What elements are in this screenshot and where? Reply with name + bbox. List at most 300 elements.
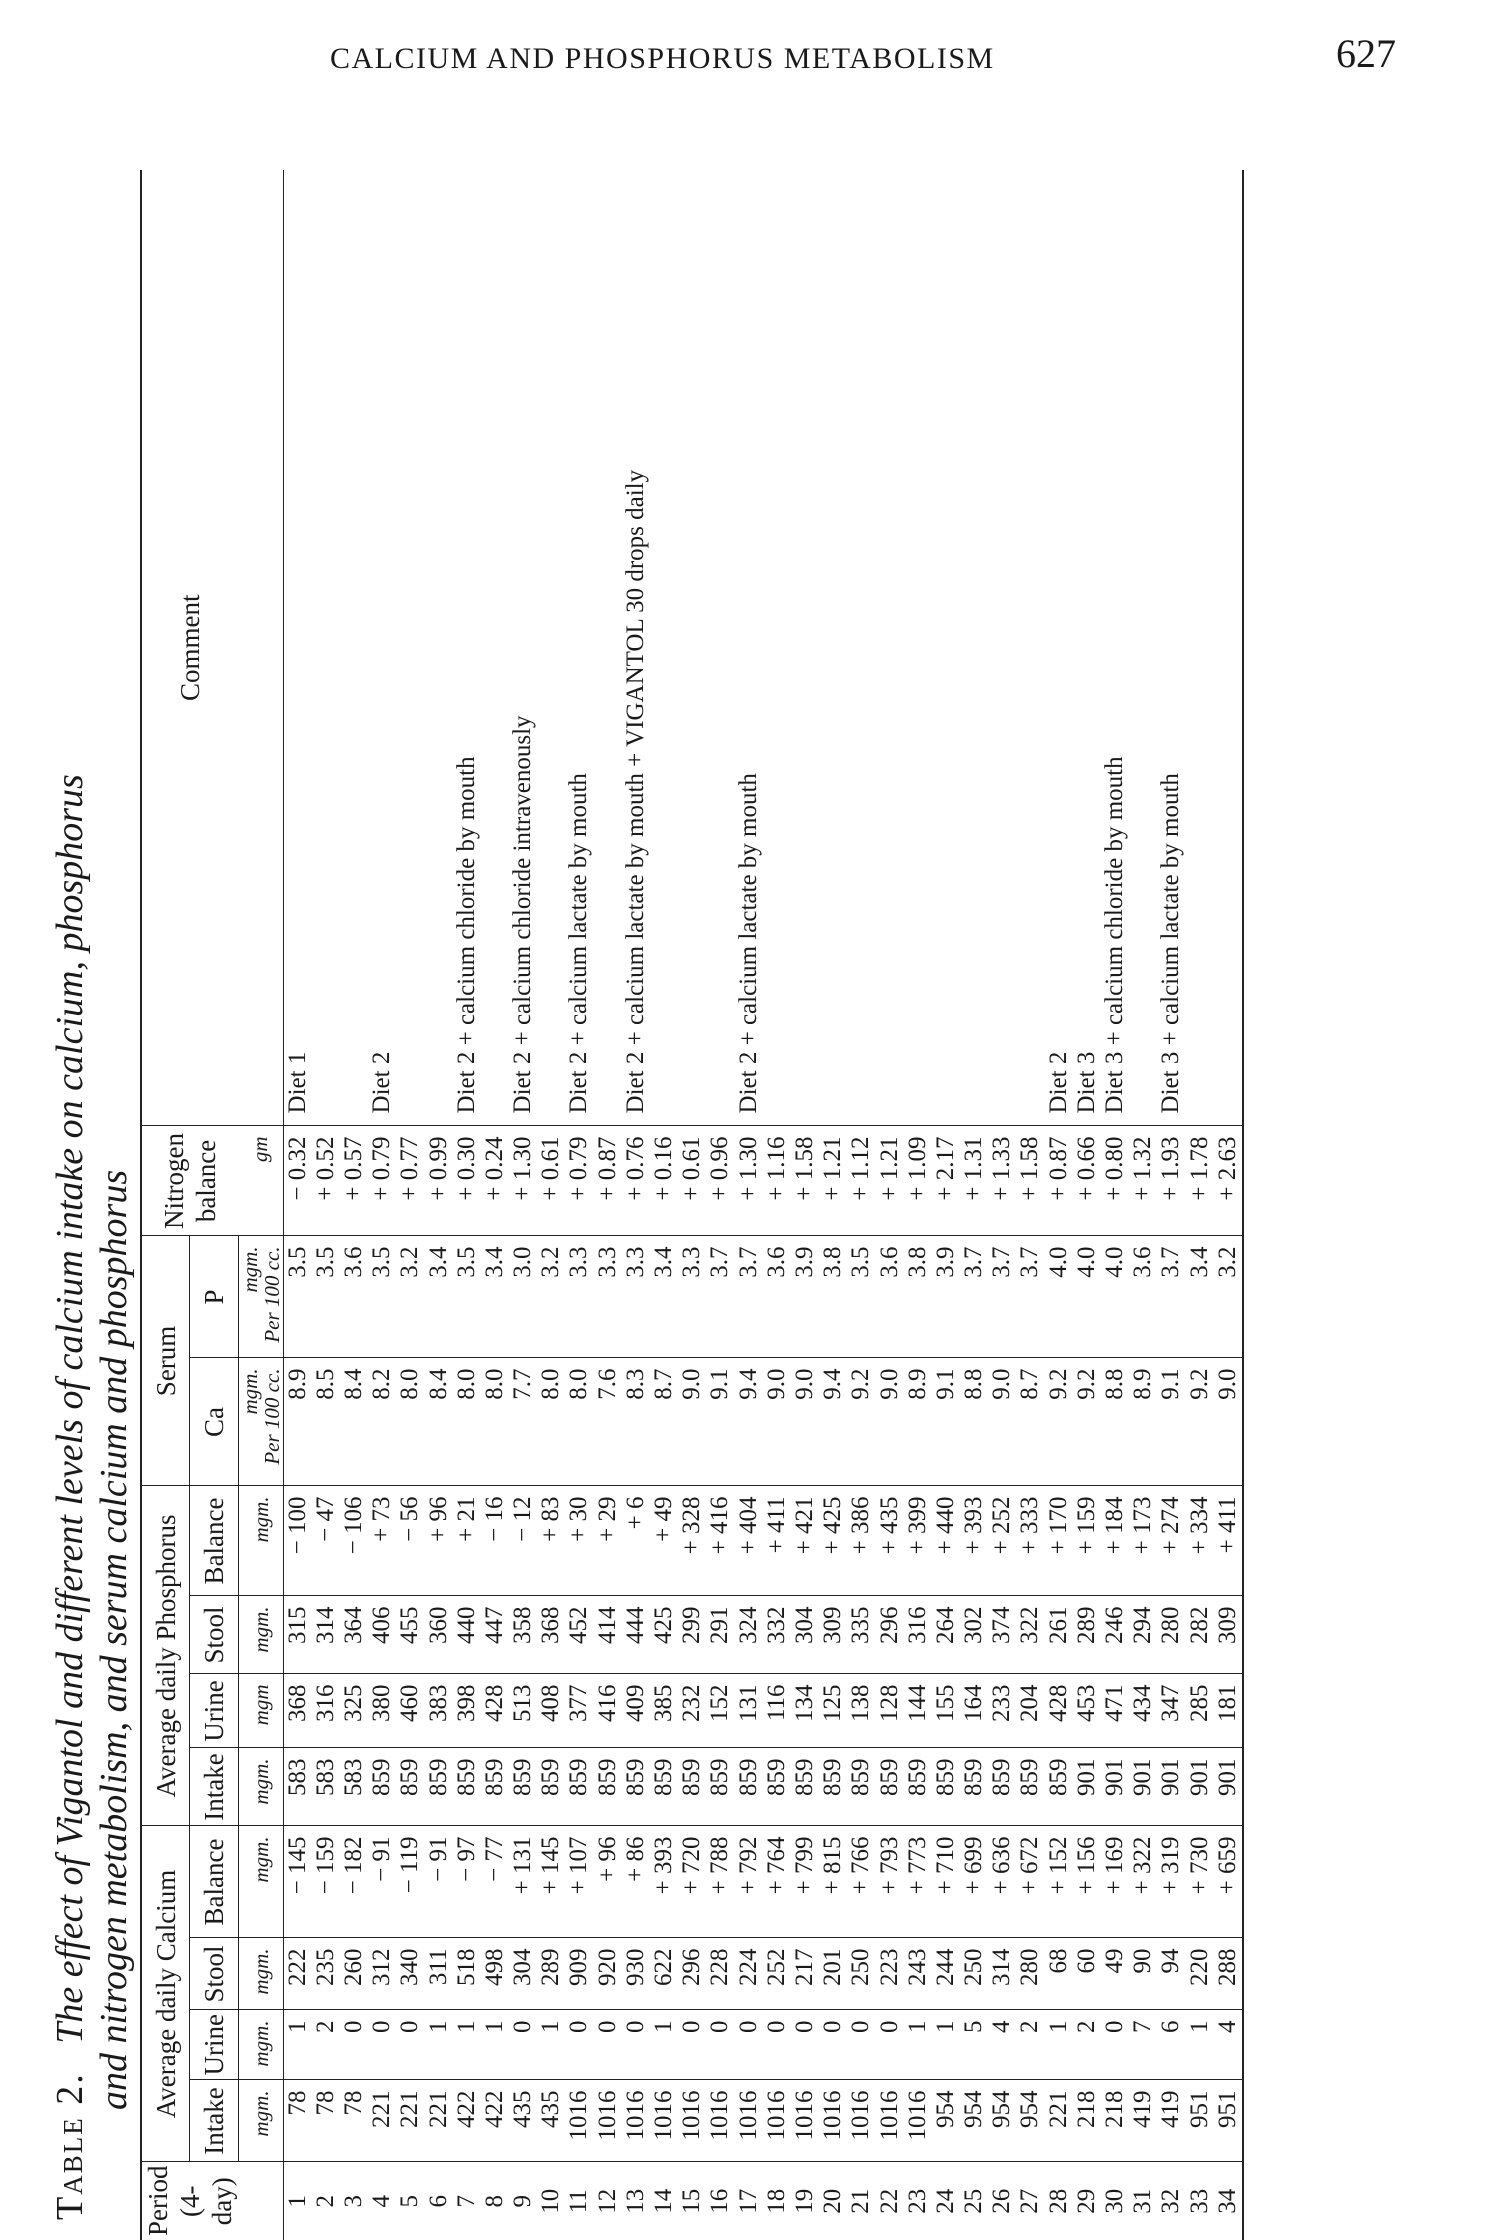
- p-balance-cell: + 411: [1214, 1486, 1243, 1596]
- serum-ca-cell: 8.0: [453, 1358, 481, 1486]
- ca-balance-cell: + 788: [706, 1826, 734, 1938]
- nitrogen-balance-cell: + 1.33: [988, 1126, 1016, 1236]
- serum-ca-cell: 9.1: [932, 1358, 960, 1486]
- ca-urine-cell: 1: [453, 2010, 481, 2080]
- serum-ca-cell: 8.4: [424, 1358, 452, 1486]
- p-intake-cell: 901: [1214, 1748, 1243, 1826]
- ca-intake-cell: 78: [283, 2080, 312, 2162]
- table-row: [735, 170, 763, 2240]
- p-balance-cell: + 252: [988, 1486, 1016, 1596]
- p-stool-cell: 374: [988, 1596, 1016, 1674]
- serum-p-cell: 3.9: [932, 1236, 960, 1358]
- nitrogen-balance-cell: + 1.32: [1129, 1126, 1157, 1236]
- p-stool-cell: 425: [650, 1596, 678, 1674]
- serum-p-cell: 3.7: [960, 1236, 988, 1358]
- nitrogen-balance-cell: + 0.66: [1073, 1126, 1101, 1236]
- ca-intake-cell: 435: [537, 2080, 565, 2162]
- p-balance-cell: + 425: [819, 1486, 847, 1596]
- serum-ca-cell: 9.0: [763, 1358, 791, 1486]
- ca-balance-cell: − 91: [368, 1826, 396, 1938]
- ca-balance-cell: − 159: [312, 1826, 340, 1938]
- ca-intake-cell: 1016: [565, 2080, 593, 2162]
- p-urine-header: Urine: [190, 1674, 238, 1748]
- ca-intake-cell: 422: [453, 2080, 481, 2162]
- ca-urine-cell: 1: [481, 2010, 509, 2080]
- p-stool-cell: 316: [904, 1596, 932, 1674]
- ca-urine-cell: 0: [340, 2010, 368, 2080]
- nitrogen-balance-cell: + 2.17: [932, 1126, 960, 1236]
- p-urine-cell: 204: [1016, 1674, 1044, 1748]
- ca-balance-cell: + 710: [932, 1826, 960, 1938]
- ca-stool-cell: 250: [960, 1938, 988, 2010]
- ca-intake-cell: 954: [932, 2080, 960, 2162]
- nitrogen-balance-cell: + 0.57: [340, 1126, 368, 1236]
- p-urine-cell: 152: [706, 1674, 734, 1748]
- ca-urine-cell: 0: [875, 2010, 903, 2080]
- nitrogen-balance-cell: + 1.16: [763, 1126, 791, 1236]
- p-balance-cell: + 170: [1045, 1486, 1073, 1596]
- p-stool-cell: 282: [1186, 1596, 1214, 1674]
- ca-urine-cell: 4: [1214, 2010, 1243, 2080]
- serum-p-cell: 3.0: [509, 1236, 537, 1358]
- p-stool-cell: 324: [735, 1596, 763, 1674]
- serum-ca-cell: 9.4: [735, 1358, 763, 1486]
- serum-p-cell: 3.2: [1214, 1236, 1243, 1358]
- ca-intake-cell: 951: [1214, 2080, 1243, 2162]
- p-urine-cell: 368: [283, 1674, 312, 1748]
- p-intake-cell: 859: [368, 1748, 396, 1826]
- ca-urine-cell: 0: [396, 2010, 424, 2080]
- serum-group-header: Serum: [141, 1236, 190, 1486]
- period-header: Period (4-day): [143, 2165, 237, 2236]
- table-row: [368, 170, 396, 2240]
- nitrogen-balance-cell: + 0.79: [565, 1126, 593, 1236]
- p-urine-cell: 134: [791, 1674, 819, 1748]
- period-cell: 24: [931, 2188, 959, 2214]
- page-number: 627: [1336, 31, 1396, 76]
- nitrogen-balance-cell: + 0.61: [678, 1126, 706, 1236]
- ca-intake-cell: 221: [368, 2080, 396, 2162]
- serum-p-cell: 3.5: [847, 1236, 875, 1358]
- ca-urine-cell: 0: [735, 2010, 763, 2080]
- serum-ca-header: Ca: [190, 1358, 238, 1486]
- ca-balance-cell: + 799: [791, 1826, 819, 1938]
- ca-stool-cell: 314: [988, 1938, 1016, 2010]
- serum-p-cell: 3.6: [1129, 1236, 1157, 1358]
- serum-ca-cell: 8.2: [368, 1358, 396, 1486]
- ca-stool-cell: 94: [1157, 1938, 1185, 2010]
- ca-balance-cell: + 107: [565, 1826, 593, 1938]
- serum-p-cell: 3.4: [424, 1236, 452, 1358]
- serum-p-cell: 3.2: [396, 1236, 424, 1358]
- table-row: [509, 170, 537, 2240]
- ca-intake-cell: 1016: [678, 2080, 706, 2162]
- nitrogen-balance-cell: + 0.61: [537, 1126, 565, 1236]
- unit-cell: mgm.: [238, 1486, 283, 1596]
- period-cell: 32: [1157, 2188, 1185, 2214]
- ca-balance-cell: + 792: [735, 1826, 763, 1938]
- ca-balance-cell: − 91: [424, 1826, 452, 1938]
- serum-ca-cell: 8.0: [565, 1358, 593, 1486]
- period-cell: 9: [509, 2195, 537, 2208]
- p-stool-cell: 332: [763, 1596, 791, 1674]
- p-urine-cell: 408: [537, 1674, 565, 1748]
- p-urine-cell: 453: [1073, 1674, 1101, 1748]
- period-cell: 16: [706, 2188, 734, 2214]
- table-row: [1073, 170, 1101, 2240]
- period-cell: 28: [1044, 2188, 1072, 2214]
- nitrogen-balance-cell: + 1.78: [1186, 1126, 1214, 1236]
- period-cell: 31: [1129, 2188, 1157, 2214]
- serum-p-cell: 3.6: [763, 1236, 791, 1358]
- ca-intake-cell: 1016: [763, 2080, 791, 2162]
- ca-stool-cell: 244: [932, 1938, 960, 2010]
- ca-urine-cell: 0: [791, 2010, 819, 2080]
- serum-ca-cell: 8.8: [960, 1358, 988, 1486]
- ca-balance-cell: − 119: [396, 1826, 424, 1938]
- ca-urine-cell: 0: [565, 2010, 593, 2080]
- serum-p-cell: 3.5: [283, 1236, 312, 1358]
- p-balance-cell: + 30: [565, 1486, 593, 1596]
- serum-ca-cell: 9.1: [1157, 1358, 1185, 1486]
- ca-urine-cell: 0: [678, 2010, 706, 2080]
- serum-p-cell: 3.3: [565, 1236, 593, 1358]
- p-stool-cell: 289: [1073, 1596, 1101, 1674]
- serum-ca-cell: 7.7: [509, 1358, 537, 1486]
- p-balance-cell: + 334: [1186, 1486, 1214, 1596]
- p-stool-cell: 406: [368, 1596, 396, 1674]
- period-cell: 13: [621, 2188, 649, 2214]
- p-balance-cell: + 184: [1101, 1486, 1129, 1596]
- ca-intake-cell: 1016: [904, 2080, 932, 2162]
- serum-p-cell: 3.6: [340, 1236, 368, 1358]
- serum-ca-cell: 9.4: [819, 1358, 847, 1486]
- p-stool-cell: 444: [622, 1596, 650, 1674]
- serum-p-cell: 3.7: [706, 1236, 734, 1358]
- ca-stool-cell: 228: [706, 1938, 734, 2010]
- serum-ca-cell: 8.0: [537, 1358, 565, 1486]
- p-urine-cell: 125: [819, 1674, 847, 1748]
- serum-p-cell: 3.2: [537, 1236, 565, 1358]
- nitrogen-balance-cell: + 0.87: [594, 1126, 622, 1236]
- p-balance-cell: + 21: [453, 1486, 481, 1596]
- table-row: [1101, 170, 1129, 2240]
- table-row: [453, 170, 481, 2240]
- ca-balance-cell: + 766: [847, 1826, 875, 1938]
- serum-ca-cell: 7.6: [594, 1358, 622, 1486]
- serum-p-cell: 3.7: [1157, 1236, 1185, 1358]
- unit-cell: [238, 170, 283, 1126]
- nitrogen-balance-cell: + 1.30: [735, 1126, 763, 1236]
- serum-ca-cell: 9.0: [988, 1358, 1016, 1486]
- p-balance-cell: − 47: [312, 1486, 340, 1596]
- ca-intake-cell: 1016: [650, 2080, 678, 2162]
- p-urine-cell: 460: [396, 1674, 424, 1748]
- serum-p-header: P: [190, 1236, 238, 1358]
- p-urine-cell: 434: [1129, 1674, 1157, 1748]
- nitrogen-balance-cell: + 0.80: [1101, 1126, 1129, 1236]
- p-balance-cell: + 73: [368, 1486, 396, 1596]
- p-stool-cell: 440: [453, 1596, 481, 1674]
- period-cell: 34: [1213, 2188, 1241, 2214]
- ca-intake-cell: 1016: [706, 2080, 734, 2162]
- p-urine-cell: 416: [594, 1674, 622, 1748]
- p-balance-cell: + 274: [1157, 1486, 1185, 1596]
- period-cell: 17: [734, 2188, 762, 2214]
- p-intake-cell: 859: [453, 1748, 481, 1826]
- period-cell: 19: [790, 2188, 818, 2214]
- serum-ca-cell: 8.3: [622, 1358, 650, 1486]
- p-urine-cell: 398: [453, 1674, 481, 1748]
- period-cell: 11: [565, 2189, 593, 2214]
- comment-cell: Diet 2 + calcium lactate by mouth: [565, 170, 621, 1126]
- ca-urine-cell: 1: [932, 2010, 960, 2080]
- p-stool-cell: 294: [1129, 1596, 1157, 1674]
- ca-urine-cell: 0: [509, 2010, 537, 2080]
- p-stool-cell: 264: [932, 1596, 960, 1674]
- p-intake-cell: 859: [735, 1748, 763, 1826]
- ca-intake-cell: 951: [1186, 2080, 1214, 2162]
- comment-cell: Diet 1: [283, 170, 368, 1126]
- ca-balance-cell: + 720: [678, 1826, 706, 1938]
- p-balance-cell: + 173: [1129, 1486, 1157, 1596]
- serum-ca-cell: 8.0: [481, 1358, 509, 1486]
- serum-p-cell: 3.7: [988, 1236, 1016, 1358]
- ca-urine-cell: 1: [1186, 2010, 1214, 2080]
- ca-intake-cell: 1016: [875, 2080, 903, 2162]
- period-cell: 29: [1072, 2188, 1100, 2214]
- table-title-line1: The effect of Vigantol and different levels of calcium intake on calcium, phosphorus: [49, 774, 91, 2044]
- serum-ca-cell: 9.0: [791, 1358, 819, 1486]
- ca-balance-cell: + 699: [960, 1826, 988, 1938]
- comment-header: Comment: [141, 170, 238, 1126]
- ca-intake-cell: 1016: [594, 2080, 622, 2162]
- ca-stool-cell: 311: [424, 1938, 452, 2010]
- p-stool-cell: 299: [678, 1596, 706, 1674]
- serum-p-cell: 4.0: [1073, 1236, 1101, 1358]
- ca-urine-cell: 0: [706, 2010, 734, 2080]
- ca-balance-cell: + 672: [1016, 1826, 1044, 1938]
- p-balance-cell: − 12: [509, 1486, 537, 1596]
- ca-urine-cell: 1: [1045, 2010, 1073, 2080]
- period-cell: 8: [480, 2195, 508, 2208]
- p-balance-cell: + 83: [537, 1486, 565, 1596]
- serum-p-cell: 3.3: [594, 1236, 622, 1358]
- period-cell: 12: [593, 2188, 621, 2214]
- table-label: Table 2.: [49, 2072, 91, 2220]
- nitrogen-balance-cell: + 2.63: [1214, 1126, 1243, 1236]
- period-cell: 22: [875, 2188, 903, 2214]
- p-intake-cell: 859: [791, 1748, 819, 1826]
- p-stool-cell: 364: [340, 1596, 368, 1674]
- serum-p-cell: 3.7: [1016, 1236, 1044, 1358]
- ca-stool-cell: 201: [819, 1938, 847, 2010]
- calcium-group-header: Average daily Calcium: [141, 1826, 190, 2162]
- nitrogen-balance-cell: − 0.32: [283, 1126, 312, 1236]
- ca-stool-cell: 223: [875, 1938, 903, 2010]
- ca-balance-cell: + 319: [1157, 1826, 1185, 1938]
- ca-stool-cell: 260: [340, 1938, 368, 2010]
- p-urine-cell: 380: [368, 1674, 396, 1748]
- p-balance-cell: + 399: [904, 1486, 932, 1596]
- p-balance-cell: + 411: [763, 1486, 791, 1596]
- nitrogen-balance-cell: + 1.58: [1016, 1126, 1044, 1236]
- p-urine-cell: 471: [1101, 1674, 1129, 1748]
- p-intake-cell: 859: [565, 1748, 593, 1826]
- p-balance-cell: + 49: [650, 1486, 678, 1596]
- ca-balance-cell: − 182: [340, 1826, 368, 1938]
- p-stool-cell: 452: [565, 1596, 593, 1674]
- p-balance-cell: + 421: [791, 1486, 819, 1596]
- ca-intake-cell: 1016: [847, 2080, 875, 2162]
- ca-intake-cell: 954: [1016, 2080, 1044, 2162]
- period-cell: 27: [1016, 2188, 1044, 2214]
- nitrogen-balance-cell: + 0.16: [650, 1126, 678, 1236]
- nitrogen-balance-cell: + 0.24: [481, 1126, 509, 1236]
- ca-stool-cell: 312: [368, 1938, 396, 2010]
- nitrogen-balance-cell: + 1.93: [1157, 1126, 1185, 1236]
- p-urine-cell: 377: [565, 1674, 593, 1748]
- ca-urine-cell: 0: [594, 2010, 622, 2080]
- nitrogen-balance-cell: + 0.30: [453, 1126, 481, 1236]
- p-stool-cell: 447: [481, 1596, 509, 1674]
- ca-urine-cell: 2: [312, 2010, 340, 2080]
- comment-cell: Diet 3 + calcium chloride by mouth: [1101, 170, 1157, 1126]
- period-cell: 10: [537, 2188, 565, 2214]
- table-row: [1045, 170, 1073, 2240]
- period-cell: 23: [903, 2188, 931, 2214]
- nitrogen-balance-cell: + 1.58: [791, 1126, 819, 1236]
- p-intake-cell: 859: [509, 1748, 537, 1826]
- serum-ca-cell: 8.4: [340, 1358, 368, 1486]
- period-cell: 1: [283, 2195, 311, 2208]
- comment-cell: Diet 2: [368, 170, 453, 1126]
- p-urine-cell: 155: [932, 1674, 960, 1748]
- serum-p-cell: 3.6: [875, 1236, 903, 1358]
- serum-ca-cell: 8.7: [650, 1358, 678, 1486]
- p-balance-cell: + 29: [594, 1486, 622, 1596]
- ca-stool-cell: 920: [594, 1938, 622, 2010]
- ca-balance-cell: + 764: [763, 1826, 791, 1938]
- ca-intake-cell: 78: [312, 2080, 340, 2162]
- p-balance-cell: − 106: [340, 1486, 368, 1596]
- ca-urine-cell: 5: [960, 2010, 988, 2080]
- p-stool-cell: 304: [791, 1596, 819, 1674]
- p-intake-cell: 859: [678, 1748, 706, 1826]
- p-stool-cell: 261: [1045, 1596, 1073, 1674]
- ca-intake-cell: 1016: [735, 2080, 763, 2162]
- p-stool-cell: 296: [875, 1596, 903, 1674]
- p-stool-cell: 309: [1214, 1596, 1243, 1674]
- p-intake-cell: 859: [763, 1748, 791, 1826]
- ca-balance-cell: + 793: [875, 1826, 903, 1938]
- serum-p-cell: 3.5: [312, 1236, 340, 1358]
- period-cell: 4: [368, 2195, 396, 2208]
- nitrogen-balance-cell: + 1.12: [847, 1126, 875, 1236]
- p-urine-cell: 428: [1045, 1674, 1073, 1748]
- serum-p-cell: 3.5: [453, 1236, 481, 1358]
- ca-urine-cell: 0: [622, 2010, 650, 2080]
- ca-stool-cell: 622: [650, 1938, 678, 2010]
- p-intake-cell: 901: [1186, 1748, 1214, 1826]
- p-intake-cell: 859: [537, 1748, 565, 1826]
- p-intake-cell: 859: [622, 1748, 650, 1826]
- ca-intake-cell: 954: [988, 2080, 1016, 2162]
- p-intake-cell: 859: [1016, 1748, 1044, 1826]
- p-balance-cell: + 328: [678, 1486, 706, 1596]
- period-cell: 20: [819, 2188, 847, 2214]
- p-intake-cell: 859: [960, 1748, 988, 1826]
- serum-ca-cell: 8.9: [283, 1358, 312, 1486]
- nitrogen-balance-cell: + 1.21: [875, 1126, 903, 1236]
- p-balance-cell: + 416: [706, 1486, 734, 1596]
- ca-stool-cell: 930: [622, 1938, 650, 2010]
- serum-p-cell: 3.4: [1186, 1236, 1214, 1358]
- serum-ca-cell: 9.2: [1045, 1358, 1073, 1486]
- serum-ca-cell: 8.5: [312, 1358, 340, 1486]
- ca-stool-cell: 498: [481, 1938, 509, 2010]
- ca-stool-cell: 909: [565, 1938, 593, 2010]
- period-cell: 15: [678, 2188, 706, 2214]
- p-intake-cell: 901: [1129, 1748, 1157, 1826]
- p-urine-cell: 385: [650, 1674, 678, 1748]
- ca-balance-cell: − 97: [453, 1826, 481, 1938]
- p-balance-cell: + 6: [622, 1486, 650, 1596]
- p-stool-cell: 455: [396, 1596, 424, 1674]
- ca-balance-cell: + 773: [904, 1826, 932, 1938]
- comment-cell: Diet 3 + calcium lactate by mouth: [1157, 170, 1243, 1126]
- p-urine-cell: 316: [312, 1674, 340, 1748]
- p-balance-cell: + 404: [735, 1486, 763, 1596]
- ca-intake-cell: 78: [340, 2080, 368, 2162]
- ca-stool-cell: 217: [791, 1938, 819, 2010]
- ca-stool-cell: 288: [1214, 1938, 1243, 2010]
- serum-ca-cell: 8.9: [1129, 1358, 1157, 1486]
- ca-urine-cell: 4: [988, 2010, 1016, 2080]
- phosphorus-group-header: Average daily Phosphorus: [141, 1486, 190, 1826]
- period-cell: 5: [396, 2195, 424, 2208]
- ca-balance-cell: + 659: [1214, 1826, 1243, 1938]
- p-intake-cell: 859: [650, 1748, 678, 1826]
- p-intake-cell: 859: [706, 1748, 734, 1826]
- p-urine-cell: 409: [622, 1674, 650, 1748]
- ca-stool-cell: 280: [1016, 1938, 1044, 2010]
- p-balance-cell: − 100: [283, 1486, 312, 1596]
- ca-urine-cell: 1: [537, 2010, 565, 2080]
- ca-balance-cell: + 636: [988, 1826, 1016, 1938]
- p-urine-cell: 325: [340, 1674, 368, 1748]
- nitrogen-balance-cell: + 0.77: [396, 1126, 424, 1236]
- p-stool-cell: 246: [1101, 1596, 1129, 1674]
- nitrogen-balance-cell: + 0.87: [1045, 1126, 1073, 1236]
- ca-intake-cell: 954: [960, 2080, 988, 2162]
- serum-ca-cell: 9.2: [1073, 1358, 1101, 1486]
- nitrogen-balance-cell: + 0.99: [424, 1126, 452, 1236]
- table-caption: [48, 190, 136, 2220]
- unit-cell: mgm: [238, 1674, 283, 1748]
- ca-intake-cell: 218: [1073, 2080, 1101, 2162]
- p-stool-cell: 368: [537, 1596, 565, 1674]
- serum-p-cell: 3.9: [791, 1236, 819, 1358]
- p-balance-cell: + 96: [424, 1486, 452, 1596]
- p-urine-cell: 233: [988, 1674, 1016, 1748]
- ca-balance-cell: − 145: [283, 1826, 312, 1938]
- table-row: [622, 170, 650, 2240]
- p-stool-cell: 322: [1016, 1596, 1044, 1674]
- nitrogen-balance-cell: + 1.31: [960, 1126, 988, 1236]
- ca-balance-cell: − 77: [481, 1826, 509, 1938]
- serum-p-cell: 3.4: [650, 1236, 678, 1358]
